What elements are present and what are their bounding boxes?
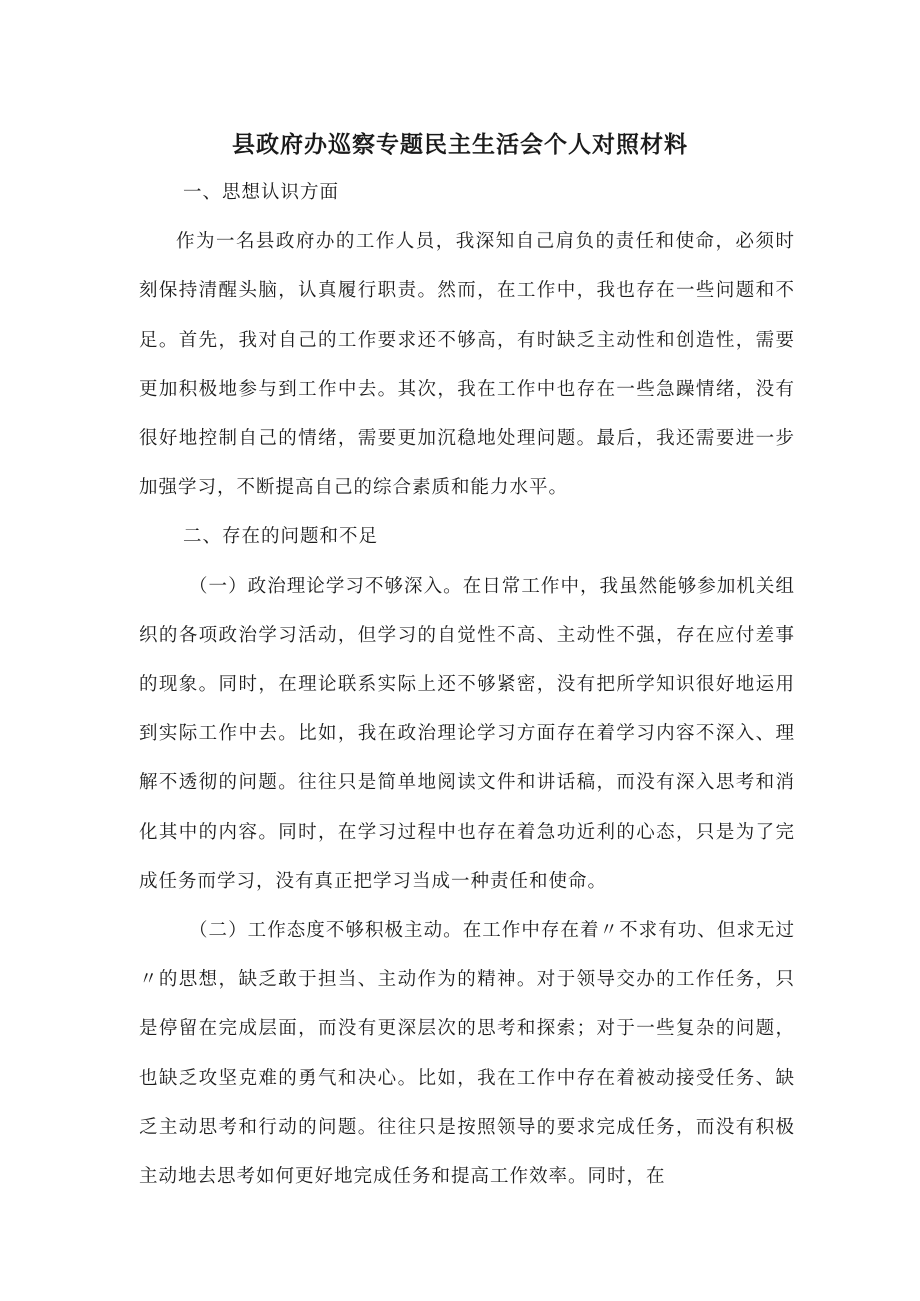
document-body xyxy=(139,168,795,1201)
section-heading-problems: 二、存在的问题和不足 xyxy=(183,526,379,548)
section-heading-ideology: 一、思想认识方面 xyxy=(183,182,340,203)
document-title: 县政府办巡察专题民主生活会个人对照材料 xyxy=(232,131,688,158)
paragraph-ideology: 作为一名县政府办的工作人员，我深知自己肩负的责任和使命，必须时刻保持清醒头脑，认真履行职责。然而，在工作中，我也存在一些问题和不足。首先，我对自己的工作要求还不够高，有时缺乏主动性和创造性，需要更加积极地参与到工作中去。其次，我在工作中也存在一些急躁情绪，没有很好地控制自己的情绪，需要更加沉稳地处理问题。最后，我还需要进一步加强学习，不断提高自己的综合素质和能力水平。 xyxy=(139,231,795,499)
paragraph-political-study: （一）政治理论学习不够深入。在日常工作中，我虽然能够参加机关组织的各项政治学习活动，但学习的自觉性不高、主动性不强，存在应付差事的现象。同时，在理论联系实际上还不够紧密，没有把所学知识很好地运用到实际工作中去。比如，我在政治理论学习方面存在着学习内容不深入、理解不透彻的问题。往往只是简单地阅读文件和讲话稿，而没有深入思考和消化其中的内容。同时，在学习过程中也存在着急功近利的心态，只是为了完成任务而学习，没有真正把学习当成一种责任和使命。 xyxy=(139,575,795,892)
paragraph-work-attitude: （二）工作态度不够积极主动。在工作中存在着〃不求有功、但求无过〃的思想，缺乏敢于担当、主动作为的精神。对于领导交办的工作任务，只是停留在完成层面，而没有更深层次的思考和探索；对于一些复杂的问题，也缺乏攻坚克难的勇气和决心。比如，我在工作中存在着被动接受任务、缺乏主动思考和行动的问题。往往只是按照领导的要求完成任务，而没有积极主动地去思考如何更好地完成任务和提高工作效率。同时，在 xyxy=(139,920,795,1188)
